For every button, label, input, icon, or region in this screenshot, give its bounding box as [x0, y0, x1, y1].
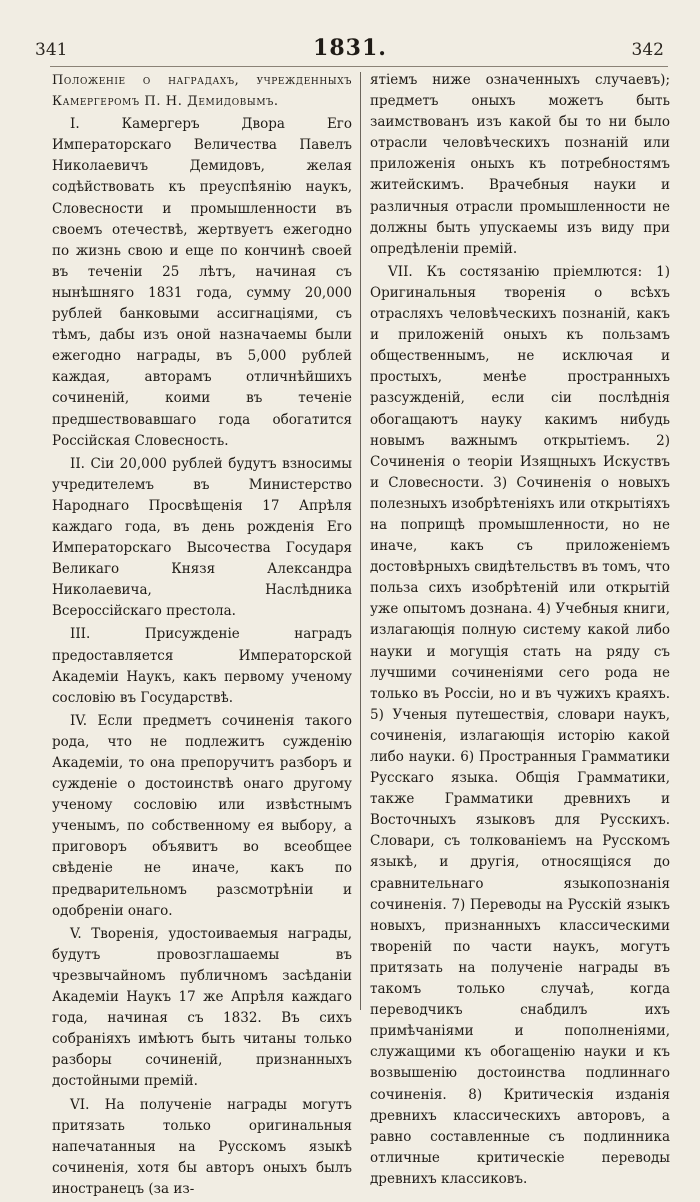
header-rule [50, 66, 668, 67]
running-head-year: 1831. [313, 35, 387, 61]
paragraph-5: V. Творенiя, удостоиваемыя награды, будутъ провозглашаемы въ чрезвычайномъ публичномъ засѣданiи Академiи Наукъ 17 же Апрѣля каждаго года, начиная съ 1832. Въ сихъ собранiяхъ имѣютъ быть читаны только разборы сочиненiй, признанныхъ достойными премiй. [52, 925, 352, 1090]
paragraph-4: IV. Если предметъ сочиненiя такого рода, что не подлежитъ сужденiю Академiи, то она препоручитъ разборъ и сужденiе о достоинствѣ онаго другому ученому сословiю или извѣстнымъ ученымъ, по собственному ея выбору, а приговоръ объявитъ во всеобщее свѣденiе не иначе, какъ по предварительномъ разсмотрѣнiи и одобренiи онаго. [52, 712, 352, 919]
paragraph-1: I. Камергеръ Двора Его Императорскаго Величества Павелъ Николаевичъ Демидовъ, желая содѣйствовать къ преуспѣянiю наукъ, Словесности и промышленности въ своемъ отечествѣ, жертвуетъ ежегодно по жизнь свою и еще по кончинѣ своей въ теченiи 25 лѣтъ, начиная съ нынѣшняго 1831 года, сумму 20,000 рублей банковыми ассигнацiями, съ тѣмъ, дабы изъ оной назначаемы были ежегодно награды, въ 5,000 рублей каждая, авторамъ отличнѣйшихъ сочиненiй, коими въ теченiе предшествовавшаго года обогатится Россiйская Словесность. [52, 116, 352, 449]
left-column [52, 70, 352, 1202]
column-divider [360, 72, 361, 1010]
paragraph-3: III. Присужденiе наградъ предоставляется Императорской Академiи Наукъ, какъ первому ученому сословiю въ Государствѣ. [52, 626, 352, 706]
right-column [370, 70, 670, 1192]
page-number-left: 341 [35, 40, 68, 60]
paragraph-2: II. Сiи 20,000 рублей будутъ взносимы учредителемъ въ Министерство Народнаго Просвѣщенiя 17 Апрѣля каждаго года, въ день рожденiя Его Императорскаго Высочества Государя Великаго Князя Александра Николаевича, Наслѣдника Всероссiйскаго престола. [52, 455, 352, 620]
section-title: Положенiе о наградахъ, учрежденныхъ Камергеромъ П. Н. Демидовымъ. [52, 73, 352, 110]
paragraph-7: VII. Къ состязанiю прiемлются: 1) Оригинальныя творенiя о всѣхъ отрасляхъ человѣческихъ познанiй, какъ и приложенiй оныхъ къ пользамъ общественнымъ, не исключая и простыхъ, менѣе пространныхъ разсужденiй, если сiи послѣднiя обогащаютъ науку какимъ нибудь новымъ важнымъ открытiемъ. 2) Сочиненiя о теорiи Изящныхъ Искуствъ и Словесности. 3) Сочиненiя о новыхъ полезныхъ изобрѣтенiяхъ или открытiяхъ на поприщѣ промышленности, но не иначе, какъ съ приложенiемъ достовѣрныхъ свидѣтельствъ въ томъ, что польза сихъ изобрѣтенiй или открытiй уже опытомъ дознана. 4) Учебныя книги, излагающiя полную систему какой либо науки и могущiя стать на ряду съ лучшими сочиненiями сего рода не только въ Россiи, но и въ чужихъ краяхъ. 5) Ученыя путешествiя, словари наукъ, сочиненiя, излагающiя исторiю какой либо науки. 6) Пространныя Грамматики Русскаго языка. Общiя Грамматики, также Грамматики древнихъ и Восточныхъ языковъ для Русскихъ. Словари, съ толкованiемъ на Русскомъ языкѣ, и другiя, относящiяся до сравнительнаго языкопознанiя сочиненiя. 7) Переводы на Русскiй языкъ новыхъ, признанныхъ классическими творенiй по части наукъ, могутъ притязать на полученiе награды въ такомъ только случаѣ, когда переводчикъ снабдилъ ихъ примѣчанiями и пополненiями, служащими къ обогащенiю науки и къ возвышенiю достоинства подлиннаго сочиненiя. 8) Критическiя изданiя древнихъ классическихъ авторовъ, а равно составленные съ подлинника отличные критическiе переводы древнихъ классиковъ. [370, 263, 670, 1187]
paragraph-6: VI. На полученiе награды могутъ притязать только оригинальныя напечатанныя на Русскомъ языкѣ сочиненiя, хотя бы авторъ оныхъ былъ иностранецъ (за из- [52, 1096, 352, 1197]
paragraph-6-continued: ятiемъ ниже означенныхъ случаевъ); предметъ оныхъ можетъ быть заимствованъ изъ какой бы то ни было отрасли человѣческихъ познанiй или приложенiя оныхъ къ потребностямъ житейскимъ. Врачебныя науки и различныя отрасли промышленности не должны быть упускаемы изъ виду при опредѣленiи премiй. [370, 72, 670, 257]
page-number-right: 342 [631, 40, 664, 60]
